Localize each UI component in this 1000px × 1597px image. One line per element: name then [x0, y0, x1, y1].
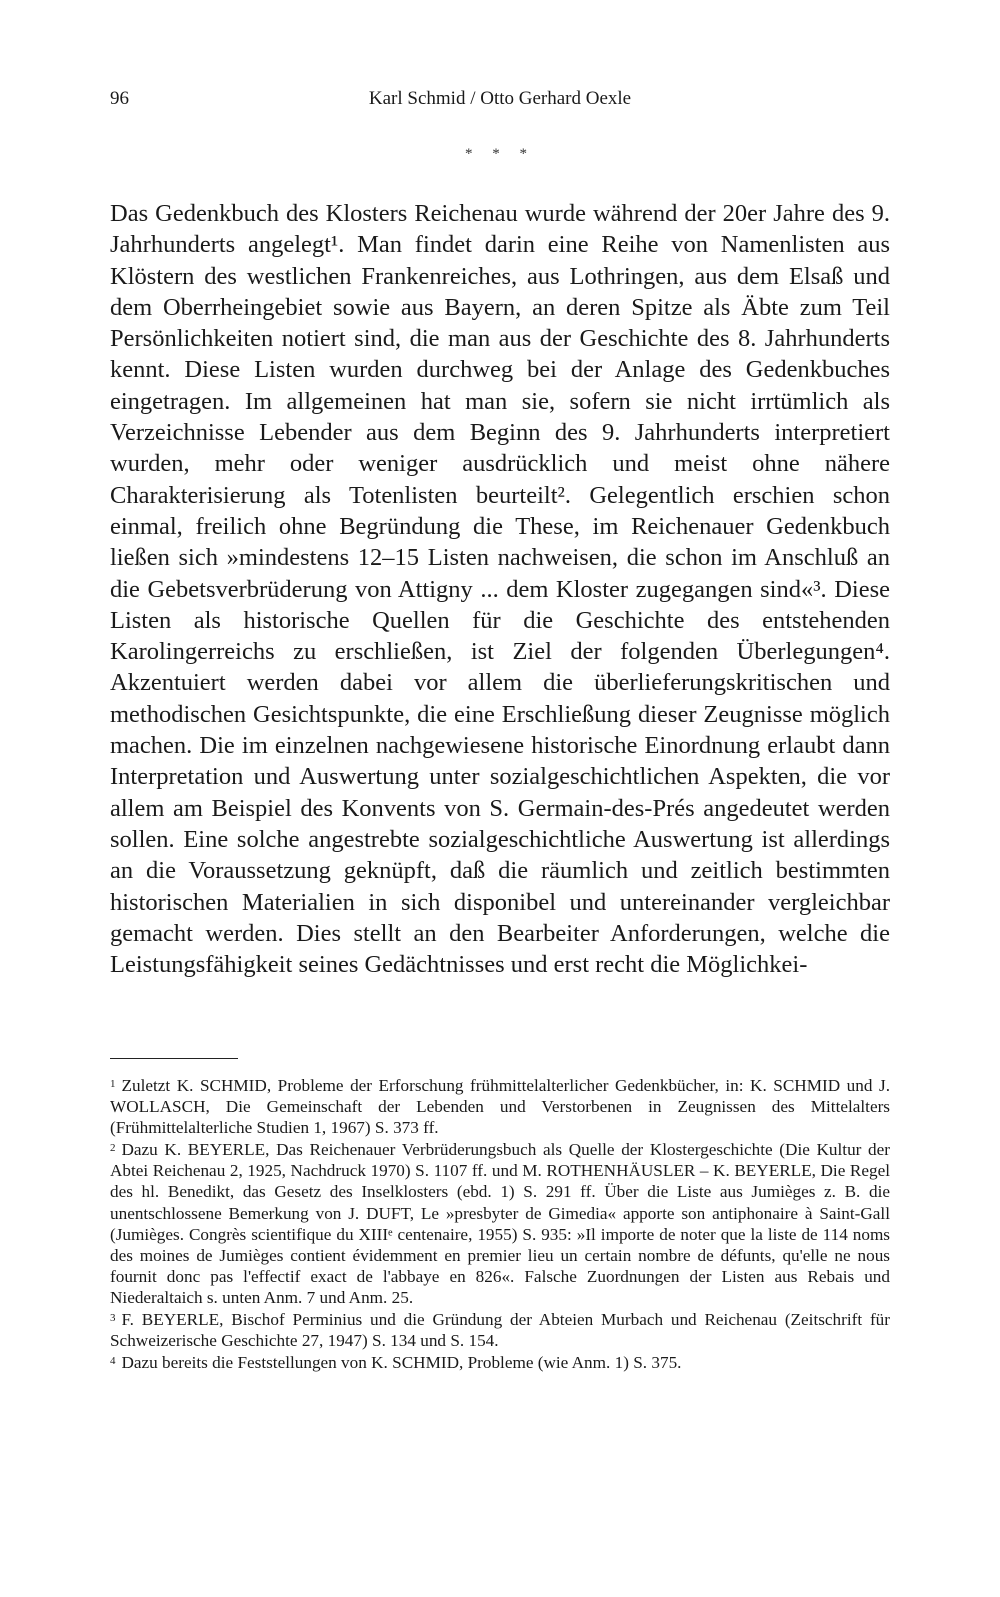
footnote-number: 4 [110, 1355, 116, 1368]
footnote-text: F. BEYERLE, Bischof Perminius und die Gründung der Abteien Murbach und Reichenau (Zeitschrift für Schweizerische Geschichte 27, 1947) S. 134 und S. 154. [110, 1310, 890, 1351]
section-separator: * * * [465, 146, 535, 162]
footnote-text: Dazu K. BEYERLE, Das Reichenauer Verbrüderungsbuch als Quelle der Klostergeschichte (Die Kultur der Abtei Reichenau 2, 1925, Nachdruck 1970) S. 1107 ff. und M. ROTHENHÄUSLER – K. BEYERLE, Die Regel des hl. Benedikt, das Gesetz des Inselklosters (ebd. 1) S. 291 ff. Über die Liste aus Jumièges z. B. die unentschlossene Bemerkung von J. DUFT, Le »presbyter de Gimedia« apporte son antiphonaire à Saint-Gall (Jumièges. Congrès scientifique du XIIIᵉ centenaire, 1955) S. 935: »Il importe de noter que la liste de 114 noms des moines de Jumièges contient évidemment en premier lieu un certain nombre de défunts, qu'elle ne nous fournit donc pas l'effectif exact de l'abbaye en 826«. Falsche Zuordnungen der Listen aus Rebais und Niederaltaich s. unten Anm. 7 und Anm. 25. [110, 1140, 890, 1307]
footnote-divider [110, 1058, 238, 1059]
footnote-1 [110, 1074, 890, 1138]
footnote-number: 1 [110, 1078, 116, 1090]
footnotes [110, 1074, 890, 1373]
running-head: Karl Schmid / Otto Gerhard Oexle [368, 88, 632, 109]
page-header [110, 88, 890, 118]
footnote-3 [110, 1308, 890, 1351]
footnote-text: Dazu bereits die Feststellungen von K. SCHMID, Probleme (wie Anm. 1) S. 375. [121, 1353, 682, 1373]
footnote-4 [110, 1351, 890, 1373]
footnote-2 [110, 1138, 890, 1308]
body-paragraph: Das Gedenkbuch des Klosters Reichenau wurde während der 20er Jahre des 9. Jahrhunderts angelegt¹. Man findet darin eine Reihe von Namenlisten aus Klöstern des westlichen Frankenreiches, aus Lothringen, aus dem Elsaß und dem Oberrheingebiet sowie aus Bayern, an deren Spitze als Äbte zum Teil Persönlichkeiten notiert sind, die man aus der Geschichte des 8. Jahrhunderts kennt. Diese Listen wurden durchweg bei der Anlage des Gedenkbuches eingetragen. Im allgemeinen hat man sie, sofern sie nicht irrtümlich als Verzeichnisse Lebender aus dem Beginn des 9. Jahrhunderts interpretiert wurden, mehr oder weniger ausdrücklich und meist ohne nähere Charakterisierung als Totenlisten beurteilt². Gelegentlich erschien schon einmal, freilich ohne Begründung die These, im Reichenauer Gedenkbuch ließen sich »mindestens 12–15 Listen nachweisen, die schon im Anschluß an die Gebetsverbrüderung von Attigny ... dem Kloster zugegangen sind«³. Diese Listen als historische Quellen für die Geschichte des entstehenden Karolingerreichs zu erschließen, ist Ziel der folgenden Überlegungen⁴. Akzentuiert werden dabei vor allem die überlieferungskritischen und methodischen Gesichtspunkte, die eine Erschließung dieser Zeugnisse möglich machen. Die im einzelnen nachgewiesene historische Einordnung erlaubt dann Interpretation und Auswertung unter sozialgeschichtlichen Aspekten, die vor allem am Beispiel des Konvents von S. Germain-des-Prés angedeutet werden sollen. Eine solche angestrebte sozialgeschichtliche Auswertung ist allerdings an die Voraussetzung geknüpft, daß die räumlich und zeitlich bestimmten historischen Materialien in sich disponibel und untereinander vergleichbar gemacht werden. Dies stellt an den Bearbeiter Anforderungen, welche die Leistungsfähigkeit seines Gedächtnisses und erst recht die Möglichkei- [110, 200, 890, 979]
page-number: 96 [110, 88, 129, 109]
footnote-number: 2 [110, 1142, 116, 1155]
footnote-number: 3 [110, 1312, 116, 1325]
footnote-text: Zuletzt K. SCHMID, Probleme der Erforschung frühmittelalterlicher Gedenkbücher, in: K. SCHMID und J. WOLLASCH, Die Gemeinschaft der Lebenden und Verstorbenen in Zeugnissen des Mittelalters (Frühmittelalterliche Studien 1, 1967) S. 373 ff. [110, 1076, 890, 1138]
